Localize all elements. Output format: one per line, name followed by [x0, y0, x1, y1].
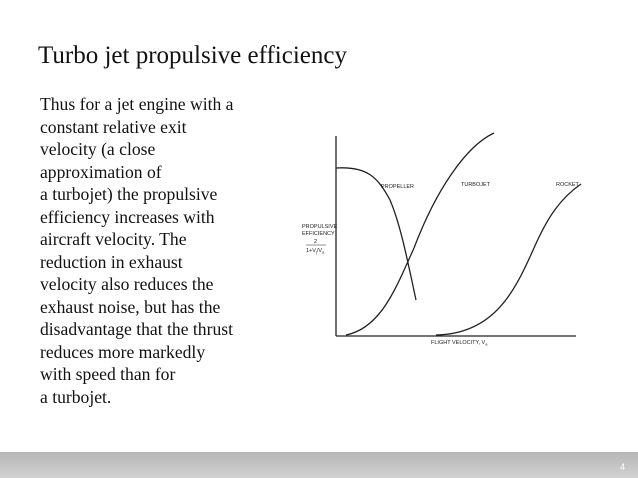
body-line: Thus for a jet engine with a: [40, 94, 234, 114]
y-axis-label-line2: EFFICIENCY: [302, 231, 335, 237]
propeller-label: PROPELLER: [381, 184, 415, 190]
x-axis-label: FLIGHT VELOCITY, $V_a$: [431, 340, 488, 346]
body-line: reduces more markedly: [40, 341, 206, 362]
rocket-label: ROCKET: [556, 182, 579, 188]
body-line: approximation of: [40, 161, 162, 182]
body-line: velocity also reduces the: [40, 274, 214, 294]
efficiency-diagram: [286, 128, 586, 346]
body-text: [40, 93, 290, 408]
body-line: with speed than for: [40, 364, 176, 384]
body-line: disadvantage that the thrust: [40, 319, 233, 339]
turbojet-curve: [346, 133, 494, 335]
body-line: a turbojet.: [40, 386, 112, 407]
slide-title: Turbo jet propulsive efficiency: [38, 42, 347, 69]
body-line: reduction in exhaust: [40, 251, 183, 272]
body-line: efficiency increases with: [40, 206, 215, 227]
body-line: aircraft velocity. The: [40, 229, 187, 249]
page-number: 4: [619, 462, 625, 472]
rocket-curve: [436, 184, 581, 335]
footer-band: [0, 452, 638, 478]
body-line: constant relative exit: [40, 116, 187, 137]
turbojet-label: TURBOJET: [461, 182, 491, 188]
body-line: a turbojet) the propulsive: [40, 184, 218, 204]
body-line: exhaust noise, but has the: [40, 296, 221, 317]
efficiency-figure: [286, 128, 586, 346]
body-line: velocity (a close: [40, 139, 156, 159]
formula-denominator: $1+V_j/V_a$: [306, 248, 325, 255]
formula-numerator: 2: [314, 239, 318, 245]
y-axis-label-line1: PROPULSIVE: [302, 224, 338, 230]
